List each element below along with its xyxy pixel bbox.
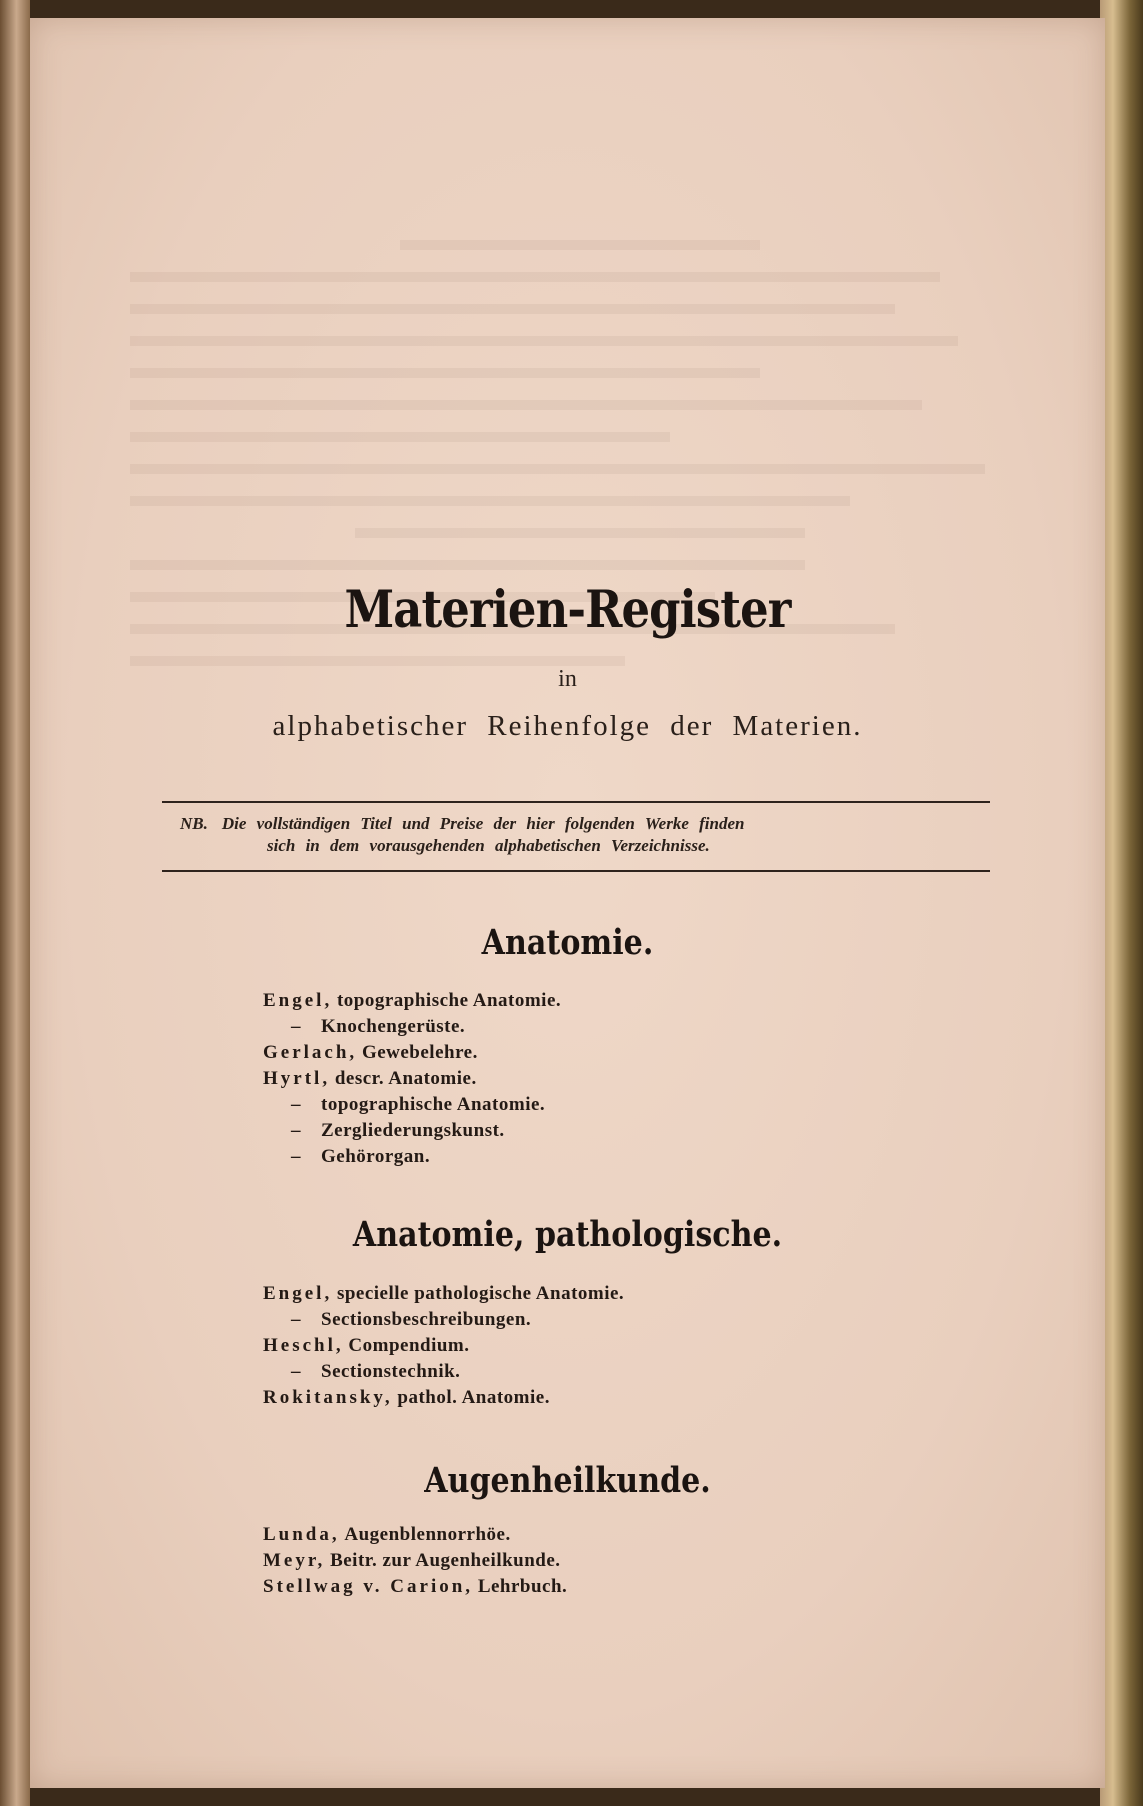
entry-work: Compendium. bbox=[348, 1335, 470, 1356]
list-item bbox=[263, 1040, 963, 1066]
entry-author: Hyrtl, bbox=[263, 1068, 331, 1089]
list-item bbox=[263, 1014, 963, 1040]
list-item bbox=[263, 1281, 963, 1307]
top-rule bbox=[162, 801, 990, 803]
entry-work: Lehrbuch. bbox=[477, 1576, 568, 1597]
section-list-anatomie-pathologische bbox=[263, 1281, 963, 1411]
entry-author: Lunda, bbox=[263, 1524, 340, 1545]
entry-ditto: – bbox=[291, 1016, 301, 1037]
list-item bbox=[263, 1333, 963, 1359]
entry-author: Gerlach, bbox=[263, 1042, 358, 1063]
entry-work: Gehörorgan. bbox=[321, 1146, 431, 1167]
entry-work: topographische Anatomie. bbox=[321, 1094, 546, 1115]
book-spine bbox=[0, 0, 30, 1806]
section-list-anatomie bbox=[263, 988, 963, 1170]
entry-ditto: – bbox=[291, 1094, 301, 1115]
entry-author: Stellwag v. Carion, bbox=[263, 1576, 474, 1597]
list-item bbox=[263, 1522, 963, 1548]
list-item bbox=[263, 1092, 963, 1118]
entry-work: descr. Anatomie. bbox=[334, 1068, 477, 1089]
entry-work: Gewebelehre. bbox=[361, 1042, 478, 1063]
entry-ditto: – bbox=[291, 1361, 301, 1382]
list-item bbox=[263, 1307, 963, 1333]
section-heading-anatomie: Anatomie. bbox=[481, 922, 654, 963]
entry-work: Sectionsbeschreibungen. bbox=[321, 1309, 532, 1330]
entry-ditto: – bbox=[291, 1146, 301, 1167]
section-heading-augenheilkunde: Augenheilkunde. bbox=[424, 1460, 711, 1501]
entry-author: Engel, bbox=[263, 1283, 333, 1304]
list-item bbox=[263, 1574, 963, 1600]
section-heading-anatomie-pathologische: Anatomie, pathologische. bbox=[352, 1214, 783, 1255]
entry-work: Augenblennorrhöe. bbox=[344, 1524, 511, 1545]
note-lead: NB. bbox=[180, 814, 208, 833]
entry-ditto: – bbox=[291, 1120, 301, 1141]
page-title: Materien-Register bbox=[344, 580, 791, 640]
section-list-augenheilkunde bbox=[263, 1522, 963, 1600]
book-page bbox=[30, 18, 1105, 1788]
entry-ditto: – bbox=[291, 1309, 301, 1330]
list-item bbox=[263, 1548, 963, 1574]
entry-work: Knochengerüste. bbox=[321, 1016, 466, 1037]
entry-author: Heschl, bbox=[263, 1335, 344, 1356]
list-item bbox=[263, 988, 963, 1014]
list-item bbox=[263, 1066, 963, 1092]
note-block bbox=[180, 813, 990, 857]
entry-work: pathol. Anatomie. bbox=[397, 1387, 550, 1408]
entry-work: topographische Anatomie. bbox=[336, 990, 562, 1011]
bottom-rule bbox=[162, 870, 990, 872]
list-item bbox=[263, 1385, 963, 1411]
note-line-1: Die vollständigen Titel und Preise der hier folgenden Werke finden bbox=[221, 814, 745, 833]
page-subtitle: alphabetischer Reihenfolge der Materien. bbox=[272, 710, 863, 742]
list-item bbox=[263, 1359, 963, 1385]
entry-work: specielle pathologische Anatomie. bbox=[336, 1283, 625, 1304]
note-line-2: sich in dem vorausgehenden alphabetischen Verzeichnisse. bbox=[267, 836, 710, 855]
entry-author: Engel, bbox=[263, 990, 333, 1011]
entry-work: Sectionstechnik. bbox=[321, 1361, 461, 1382]
entry-work: Zergliederungskunst. bbox=[321, 1120, 505, 1141]
entry-work: Beitr. zur Augenheilkunde. bbox=[330, 1550, 561, 1571]
list-item bbox=[263, 1118, 963, 1144]
entry-author: Rokitansky, bbox=[263, 1387, 393, 1408]
entry-author: Meyr, bbox=[263, 1550, 326, 1571]
list-item bbox=[263, 1144, 963, 1170]
cover-edge bbox=[1100, 0, 1143, 1806]
title-connector: in bbox=[558, 666, 577, 692]
